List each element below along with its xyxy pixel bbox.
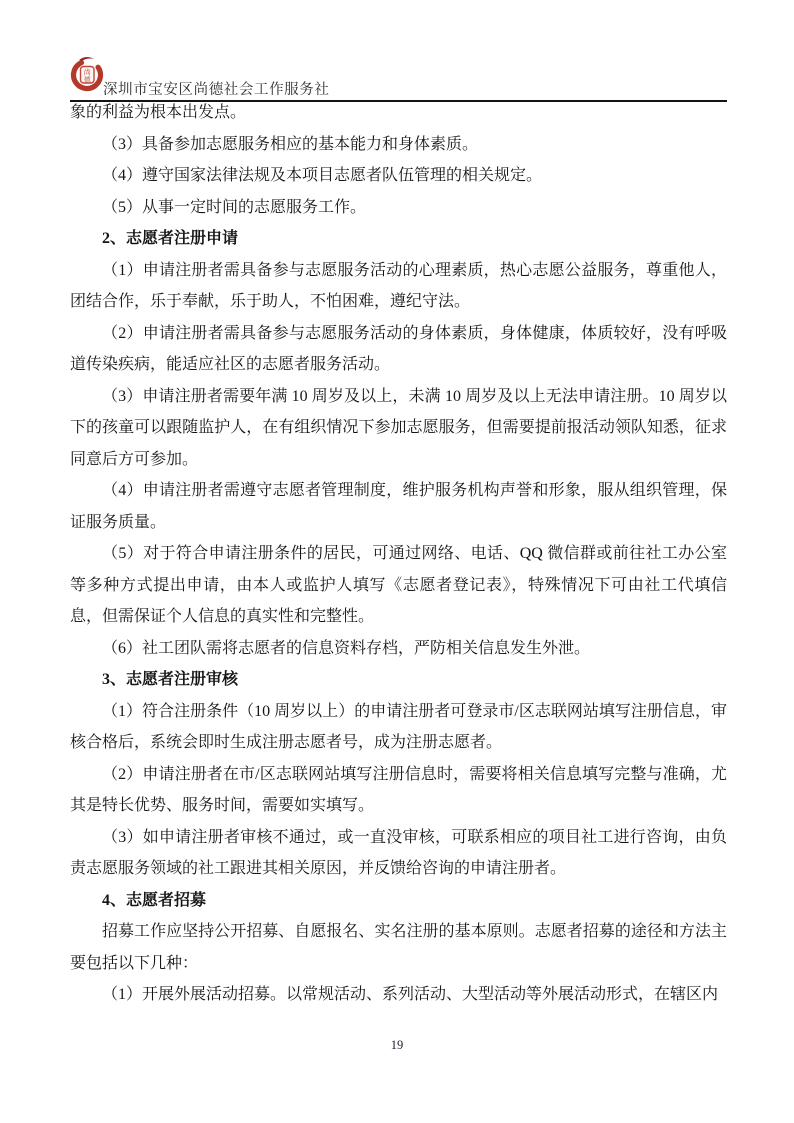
paragraph: （6）社工团队需将志愿者的信息资料存档，严防相关信息发生外泄。 bbox=[102, 639, 591, 657]
org-logo-icon bbox=[70, 52, 106, 96]
paragraph: 象的利益为根本出发点。 bbox=[70, 104, 247, 121]
paragraph: （5）从事一定时间的志愿服务工作。 bbox=[102, 198, 367, 216]
paragraph: （1）符合注册条件（10 周岁以上）的申请注册者可登录市/区志联网站填写注册信息，审核合格后，系统会即时生成注册志愿者号，成为注册志愿者。 bbox=[70, 702, 727, 751]
org-name: 深圳市宝安区尚德社会工作服务社 bbox=[103, 82, 330, 98]
page-number: 19 bbox=[390, 1038, 404, 1052]
logo-seal-char-1: 尚 bbox=[83, 68, 91, 77]
paragraph: （4）遵守国家法律法规及本项目志愿者队伍管理的相关规定。 bbox=[102, 167, 543, 184]
paragraph: （1）申请注册者需具备参与志愿服务活动的心理素质，热心志愿公益服务，尊重他人，团结合作，乐于奉献，乐于助人，不怕困难，遵纪守法。 bbox=[70, 261, 727, 310]
paragraph: （1）开展外展活动招募。以常规活动、系列活动、大型活动等外展活动形式，在辖区内 bbox=[102, 986, 719, 1003]
paragraph: （2）申请注册者在市/区志联网站填写注册信息时，需要将相关信息填写完整与准确，尤其是特长优势、服务时间，需要如实填写。 bbox=[70, 765, 727, 814]
paragraph: （5）对于符合申请注册条件的居民，可通过网络、电话、QQ 微信群或前往社工办公室等多种方式提出申请，由本人或监护人填写《志愿者登记表》，特殊情况下可由社工代填信息，但需保证个人信息的真实性和完整性。 bbox=[70, 545, 727, 625]
paragraph: （3）具备参加志愿服务相应的基本能力和身体素质。 bbox=[102, 135, 479, 153]
logo-seal-char-2: 德 bbox=[83, 76, 91, 85]
section-heading: 3、志愿者注册审核 bbox=[102, 671, 239, 688]
section-heading: 2、志愿者注册申请 bbox=[102, 230, 239, 247]
page-header bbox=[70, 46, 727, 102]
page-footer bbox=[0, 1036, 794, 1054]
section-heading: 4、志愿者招募 bbox=[102, 891, 207, 909]
document-body bbox=[70, 97, 727, 1011]
paragraph: （3）申请注册者需要年满 10 周岁及以上，未满 10 周岁及以上无法申请注册。10 周岁以下的孩童可以跟随监护人，在有组织情况下参加志愿服务，但需要提前报活动领队知悉，征求同意后方可参加。 bbox=[70, 387, 727, 468]
paragraph: （2）申请注册者需具备参与志愿服务活动的身体素质，身体健康，体质较好，没有呼吸道传染疾病，能适应社区的志愿者服务活动。 bbox=[70, 324, 727, 373]
paragraph: 招募工作应坚持公开招募、自愿报名、实名注册的基本原则。志愿者招募的途径和方法主要包括以下几种： bbox=[70, 923, 727, 972]
paragraph: （4）申请注册者需遵守志愿者管理制度，维护服务机构声誉和形象，服从组织管理，保证服务质量。 bbox=[70, 482, 727, 531]
paragraph: （3）如申请注册者审核不通过，或一直没审核，可联系相应的项目社工进行咨询，由负责志愿服务领域的社工跟进其相关原因，并反馈给咨询的申请注册者。 bbox=[70, 828, 727, 877]
